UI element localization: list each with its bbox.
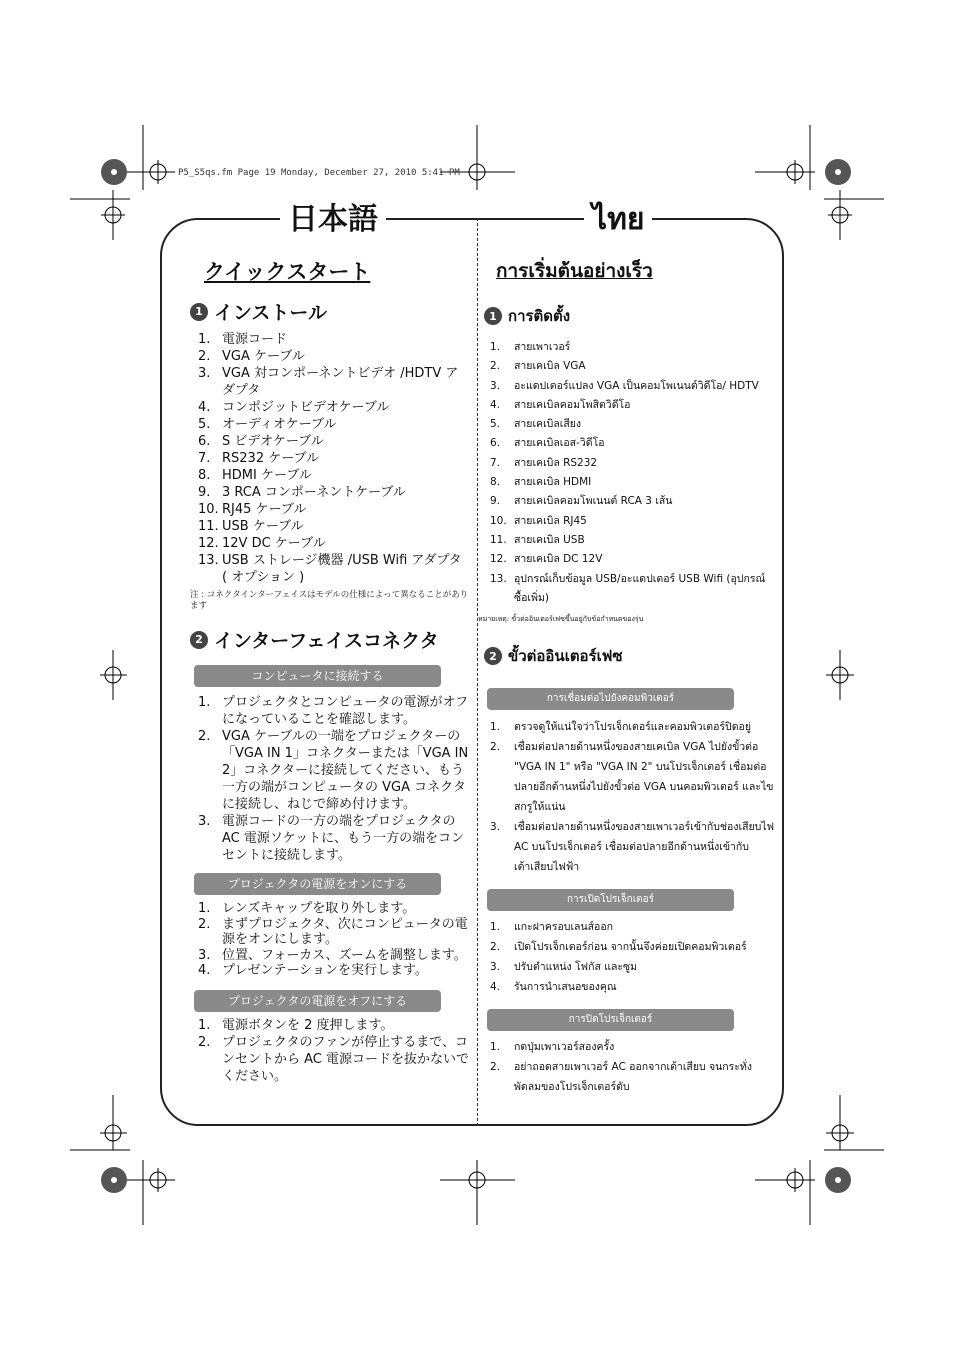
ja-install-heading bbox=[190, 298, 470, 325]
list-item bbox=[198, 433, 470, 450]
th-quick-start-title: การเริ่มต้นอย่างเร็ว bbox=[496, 260, 653, 282]
list-item-text: ปรับตำแหน่ง โฟกัส และซูม bbox=[514, 961, 638, 974]
th-install-heading bbox=[484, 304, 774, 328]
column-divider bbox=[477, 218, 478, 1126]
list-item bbox=[490, 737, 774, 817]
list-item-number: 5. bbox=[198, 417, 211, 432]
list-item-number: 8. bbox=[198, 468, 211, 483]
list-item-text: USB ストレージ機器 /USB Wifi アダプタ ( オプション ) bbox=[222, 553, 462, 585]
list-item bbox=[490, 338, 774, 357]
list-item-text: สายเคเบิลคอมโพสิตวิดีโอ bbox=[514, 398, 631, 411]
list-item-number: 1. bbox=[490, 921, 501, 934]
list-item-number: 12. bbox=[490, 553, 507, 566]
list-item-text: แกะฝาครอบเลนส์ออก bbox=[514, 921, 614, 934]
list-item-number: 9. bbox=[490, 495, 501, 508]
list-item-text: プロジェクタのファンが停止するまで、コンセントから AC 電源コードを抜かないでください。 bbox=[222, 1034, 470, 1084]
th-interface-heading bbox=[484, 644, 774, 668]
list-item-number: 7. bbox=[198, 451, 211, 466]
ja-column bbox=[190, 256, 470, 1085]
th-install-list bbox=[490, 338, 774, 608]
th-power-off-list bbox=[490, 1037, 774, 1097]
list-item-number: 1. bbox=[198, 901, 211, 916]
list-item-number: 7. bbox=[490, 456, 501, 469]
list-item bbox=[198, 948, 470, 964]
list-item-text: สายเคเบิล HDMI bbox=[514, 476, 592, 489]
list-item-number: 6. bbox=[198, 434, 211, 449]
list-item bbox=[198, 348, 470, 365]
ja-interface-heading bbox=[190, 626, 470, 653]
list-item-number: 4. bbox=[490, 981, 501, 994]
list-item bbox=[198, 484, 470, 501]
list-item-number: 3. bbox=[198, 814, 211, 829]
list-item-text: VGA ケーブル bbox=[222, 349, 305, 364]
list-item-number: 4. bbox=[198, 963, 211, 978]
list-item bbox=[198, 501, 470, 518]
list-item-text: สายเคเบิลคอมโพเนนต์ RCA 3 เส้น bbox=[514, 495, 673, 508]
list-item-text: อุปกรณ์เก็บข้อมูล USB/อะแดปเตอร์ USB Wifi (อุปกรณ์ซื้อเพิ่ม) bbox=[514, 572, 766, 604]
list-item bbox=[198, 365, 470, 399]
list-item-text: สายเคเบิลเสียง bbox=[514, 418, 582, 431]
list-item bbox=[198, 1034, 470, 1085]
list-item-text: RJ45 ケーブル bbox=[222, 502, 307, 517]
list-item-text: 位置、フォーカス、ズームを調整します。 bbox=[222, 947, 467, 963]
list-item-number: 1. bbox=[490, 1041, 501, 1054]
list-item-text: コンポジットビデオケーブル bbox=[222, 400, 390, 415]
ja-power-off-list bbox=[198, 1017, 470, 1085]
list-item bbox=[490, 570, 774, 609]
list-item-number: 10. bbox=[490, 514, 507, 527]
list-item bbox=[198, 399, 470, 416]
list-item-text: S ビデオケーブル bbox=[222, 434, 324, 449]
th-connect-bar: การเชื่อมต่อไปยังคอมพิวเตอร์ bbox=[487, 688, 734, 710]
list-item-number: 8. bbox=[490, 476, 501, 489]
list-item bbox=[490, 717, 774, 737]
th-power-on-bar: การเปิดโปรเจ็กเตอร์ bbox=[487, 889, 734, 911]
list-item bbox=[198, 331, 470, 348]
list-item-number: 3. bbox=[198, 366, 211, 381]
ja-install-list bbox=[198, 331, 470, 586]
list-item bbox=[490, 415, 774, 434]
ja-connect-bar: コンピュータに接続する bbox=[194, 665, 441, 687]
list-item-text: รันการนำเสนอของคุณ bbox=[514, 981, 617, 994]
list-item-number: 5. bbox=[490, 418, 501, 431]
list-item bbox=[490, 937, 774, 957]
list-item-text: ตรวจดูให้แน่ใจว่าโปรเจ็กเตอร์และคอมพิวเตอร์ปิดอยู่ bbox=[514, 721, 751, 734]
list-item-text: プレゼンテーションを実行します。 bbox=[222, 963, 428, 978]
list-item bbox=[490, 1057, 774, 1097]
list-item-number: 1. bbox=[490, 341, 501, 353]
ja-power-off-bar: プロジェクタの電源をオフにする bbox=[194, 990, 441, 1012]
list-item-text: อย่าถอดสายเพาเวอร์ AC ออกจากเต้าเสียบ จนกระทั่ง พัดลมของโปรเจ็กเตอร์ดับ bbox=[514, 1061, 752, 1094]
list-item-number: 2. bbox=[490, 941, 501, 954]
list-item bbox=[490, 512, 774, 531]
list-item bbox=[490, 550, 774, 569]
list-item bbox=[490, 531, 774, 550]
ja-power-on-list bbox=[198, 901, 470, 979]
list-item-text: เปิดโปรเจ็กเตอร์ก่อน จากนั้นจึงค่อยเปิดคอมพิวเตอร์ bbox=[514, 941, 747, 954]
list-item-number: 3. bbox=[198, 947, 211, 963]
list-item bbox=[198, 416, 470, 433]
list-item-number: 3. bbox=[490, 379, 501, 392]
list-item-text: เชื่อมต่อปลายด้านหนึ่งของสายเพาเวอร์เข้ากับช่องเสียบไฟ AC บนโปรเจ็กเตอร์ เชื่อมต่อปลายอีกด้านหนึ่งเข้ากับ เต้าเสียบไฟฟ้า bbox=[514, 821, 775, 874]
list-item bbox=[198, 467, 470, 484]
list-item-number: 2. bbox=[490, 741, 501, 754]
list-item-text: เชื่อมต่อปลายด้านหนึ่งของสายเคเบิล VGA ไปยังขั้วต่อ "VGA IN 1" หรือ "VGA IN 2" บนโปรเจ็กเตอร์ เชื่อมต่อปลายอีกด้านหนึ่งไปยังขั้วต่อ VGA บนคอมพิวเตอร์ และไขสกรูให้แน่น bbox=[514, 741, 774, 814]
th-install-number: 1 bbox=[484, 307, 502, 325]
ja-power-on-bar: プロジェクタの電源をオンにする bbox=[194, 873, 441, 895]
list-item bbox=[198, 535, 470, 552]
list-item-text: 電源コード bbox=[222, 332, 288, 347]
list-item-text: สายเคเบิลเอส-วิดีโอ bbox=[514, 437, 605, 450]
list-item-number: 1. bbox=[490, 721, 501, 734]
list-item-number: 11. bbox=[198, 519, 219, 534]
list-item bbox=[198, 917, 470, 948]
list-item-number: 1. bbox=[198, 1017, 211, 1033]
list-item-number: 2. bbox=[490, 1061, 501, 1074]
list-item-number: 13. bbox=[198, 553, 219, 568]
list-item-number: 9. bbox=[198, 485, 211, 500]
list-item-number: 2. bbox=[490, 360, 501, 373]
list-item-number: 2. bbox=[198, 916, 211, 932]
list-item-text: สายเคเบิล VGA bbox=[514, 360, 586, 373]
list-item bbox=[198, 813, 470, 864]
list-item bbox=[198, 901, 470, 917]
list-item bbox=[490, 357, 774, 376]
list-item bbox=[490, 377, 774, 396]
list-item bbox=[490, 434, 774, 453]
list-item-text: オーディオケーブル bbox=[222, 417, 337, 432]
list-item-number: 12. bbox=[198, 536, 219, 551]
list-item-number: 3. bbox=[490, 961, 501, 974]
list-item bbox=[198, 694, 470, 728]
list-item-text: プロジェクタとコンピュータの電源がオフになっていることを確認します。 bbox=[222, 695, 469, 727]
list-item-text: VGA 対コンポーネントビデオ /HDTV アダプタ bbox=[222, 366, 459, 398]
list-item-number: 10. bbox=[198, 502, 219, 517]
list-item-text: สายเคเบิล RS232 bbox=[514, 456, 598, 469]
list-item-number: 1. bbox=[198, 332, 211, 347]
list-item-number: 13. bbox=[490, 572, 507, 585]
th-connect-list bbox=[490, 717, 774, 877]
list-item-text: กดปุ่มเพาเวอร์สองครั้ง bbox=[514, 1041, 615, 1054]
list-item-text: HDMI ケーブル bbox=[222, 468, 312, 483]
th-interface-number: 2 bbox=[484, 647, 502, 665]
list-item bbox=[490, 473, 774, 492]
list-item-text: 12V DC ケーブル bbox=[222, 536, 326, 551]
ja-install-note: 注 : コネクタインターフェイスはモデルの仕様によって異なることがあります bbox=[190, 590, 469, 611]
list-item bbox=[490, 492, 774, 511]
list-item-number: 3. bbox=[490, 821, 501, 834]
list-item bbox=[490, 1037, 774, 1057]
th-install-heading-text: การติดตั้ง bbox=[508, 307, 571, 325]
list-item-text: 電源ボタンを 2 度押します。 bbox=[222, 1017, 394, 1033]
list-item-text: สายเคเบิล RJ45 bbox=[514, 514, 587, 527]
ja-interface-heading-text: インターフェイスコネクタ bbox=[214, 630, 439, 652]
list-item-text: レンズキャップを取り外します。 bbox=[222, 901, 416, 916]
th-power-on-list bbox=[490, 917, 774, 997]
ja-connect-list bbox=[198, 694, 470, 864]
list-item-number: 4. bbox=[198, 400, 211, 415]
list-item-number: 6. bbox=[490, 437, 501, 450]
list-item-number: 1. bbox=[198, 695, 211, 710]
list-item bbox=[490, 977, 774, 997]
list-item bbox=[198, 552, 470, 586]
list-item-text: VGA ケーブルの一端をプロジェクターの「VGA IN 1」コネクターまたは「VGA IN 2」コネクターに接続してください、もう一方の端がコンピュータの VGA コネクタに接続し、ねじで締め付けます。 bbox=[222, 729, 469, 812]
list-item-text: อะแดปเตอร์แปลง VGA เป็นคอมโพเนนต์วิดีโอ/ HDTV bbox=[514, 379, 759, 392]
th-lang-title: ไทย bbox=[584, 200, 652, 240]
list-item-text: USB ケーブル bbox=[222, 519, 304, 534]
list-item bbox=[490, 957, 774, 977]
list-item-number: 2. bbox=[198, 729, 211, 744]
file-header: P5_S5qs.fm Page 19 Monday, December 27, 2010 5:41 PM bbox=[178, 168, 460, 178]
list-item bbox=[198, 518, 470, 535]
list-item bbox=[490, 817, 774, 877]
th-interface-heading-text: ขั้วต่ออินเตอร์เฟซ bbox=[508, 647, 623, 666]
list-item bbox=[490, 917, 774, 937]
ja-lang-title: 日本語 bbox=[280, 200, 386, 240]
list-item-number: 2. bbox=[198, 349, 211, 364]
list-item bbox=[198, 1017, 470, 1034]
list-item-text: RS232 ケーブル bbox=[222, 451, 320, 466]
list-item-text: まずプロジェクタ、次にコンピュータの電源をオンにします。 bbox=[222, 916, 468, 947]
list-item bbox=[198, 728, 470, 813]
th-install-note: หมายเหตุ: ขั้วต่ออินเตอร์เฟซขึ้นอยู่กับข้อกำหนดของรุ่น bbox=[478, 615, 644, 624]
list-item bbox=[198, 963, 470, 979]
ja-install-heading-text: インストール bbox=[214, 302, 328, 324]
ja-install-number: 1 bbox=[190, 303, 208, 321]
list-item-text: 3 RCA コンポーネントケーブル bbox=[222, 485, 406, 500]
ja-quick-start-title: クイックスタート bbox=[204, 260, 371, 284]
list-item-text: สายเคเบิล DC 12V bbox=[514, 553, 603, 566]
list-item bbox=[490, 454, 774, 473]
list-item bbox=[198, 450, 470, 467]
list-item-text: สายเคเบิล USB bbox=[514, 533, 585, 546]
list-item-text: สายเพาเวอร์ bbox=[514, 341, 571, 353]
list-item-text: 電源コードの一方の端をプロジェクタの AC 電源ソケットに、もう一方の端をコンセントに接続します。 bbox=[222, 814, 465, 863]
list-item-number: 2. bbox=[198, 1034, 211, 1050]
list-item bbox=[490, 396, 774, 415]
list-item-number: 11. bbox=[490, 533, 507, 546]
ja-interface-number: 2 bbox=[190, 631, 208, 649]
th-column bbox=[478, 256, 775, 1097]
th-power-off-bar: การปิดโปรเจ็กเตอร์ bbox=[487, 1009, 734, 1031]
list-item-number: 4. bbox=[490, 398, 501, 411]
